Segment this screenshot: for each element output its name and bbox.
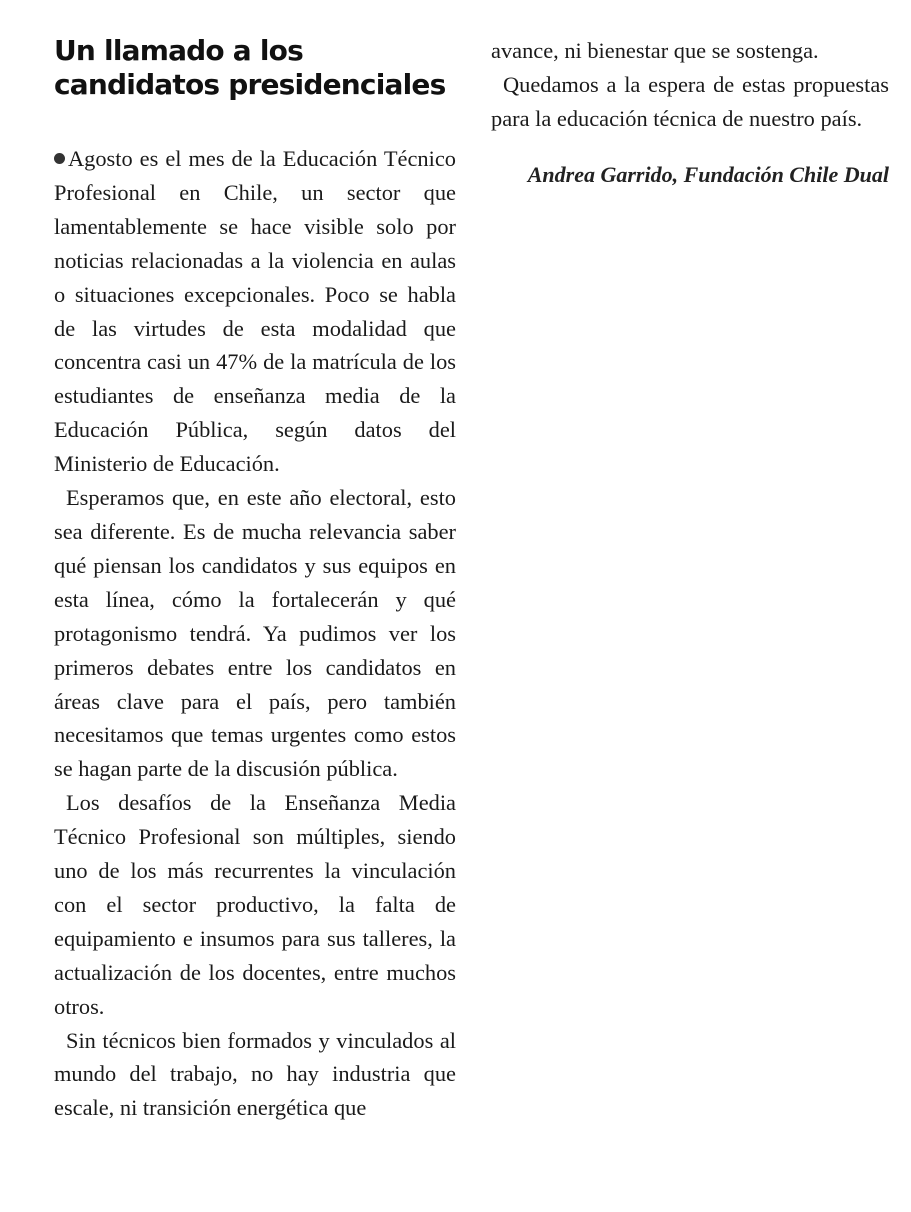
left-column bbox=[54, 34, 456, 1125]
article-body-right bbox=[491, 34, 889, 136]
paragraph-4-continued: avance, ni bienestar que se sostenga. bbox=[491, 38, 819, 63]
paragraph-4: Sin técnicos bien formados y vinculados al mundo del trabajo, no hay industria que escale, ni transición energética que bbox=[54, 1027, 456, 1121]
article-body-left bbox=[54, 142, 456, 1125]
paragraph-1 bbox=[54, 142, 456, 481]
paragraph-2: Esperamos que, en este año electoral, esto sea diferente. Es de mucha relevancia saber qué piensan los candidatos y sus equipos en esta línea, cómo la fortalecerán y qué protagonismo tendrá. Ya pudimos ver los primeros debates entre los candidatos en áreas clave para el país, pero también necesitamos que temas urgentes como estos se hagan parte de la discusión pública. bbox=[54, 485, 456, 782]
paragraph-3: Los desafíos de la Enseñanza Media Técnico Profesional son múltiples, siendo uno de los más recurrentes la vinculación con el sector productivo, la falta de equipamiento e insumos para sus talleres, la actualización de los docentes, entre muchos otros. bbox=[54, 790, 456, 1019]
paragraph-1-text: Agosto es el mes de la Educación Técnico Profesional en Chile, un sector que lamentablemente se hace visible solo por noticias relacionadas a la violencia en aulas o situaciones excepcionales. Poco se habla de las virtudes de esta modalidad que concentra casi un 47% de la matrícula de los estudiantes de enseñanza media de la Educación Pública, según datos del Ministerio de Educación. bbox=[54, 146, 456, 477]
author-signature: Andrea Garrido, Fundación Chile Dual bbox=[527, 161, 889, 187]
right-column bbox=[491, 34, 889, 191]
headline: Un llamado a los candidatos presidenciales bbox=[54, 34, 446, 101]
paragraph-5: Quedamos a la espera de estas propuestas para la educación técnica de nuestro país. bbox=[491, 71, 889, 131]
bullet-icon bbox=[54, 153, 65, 164]
